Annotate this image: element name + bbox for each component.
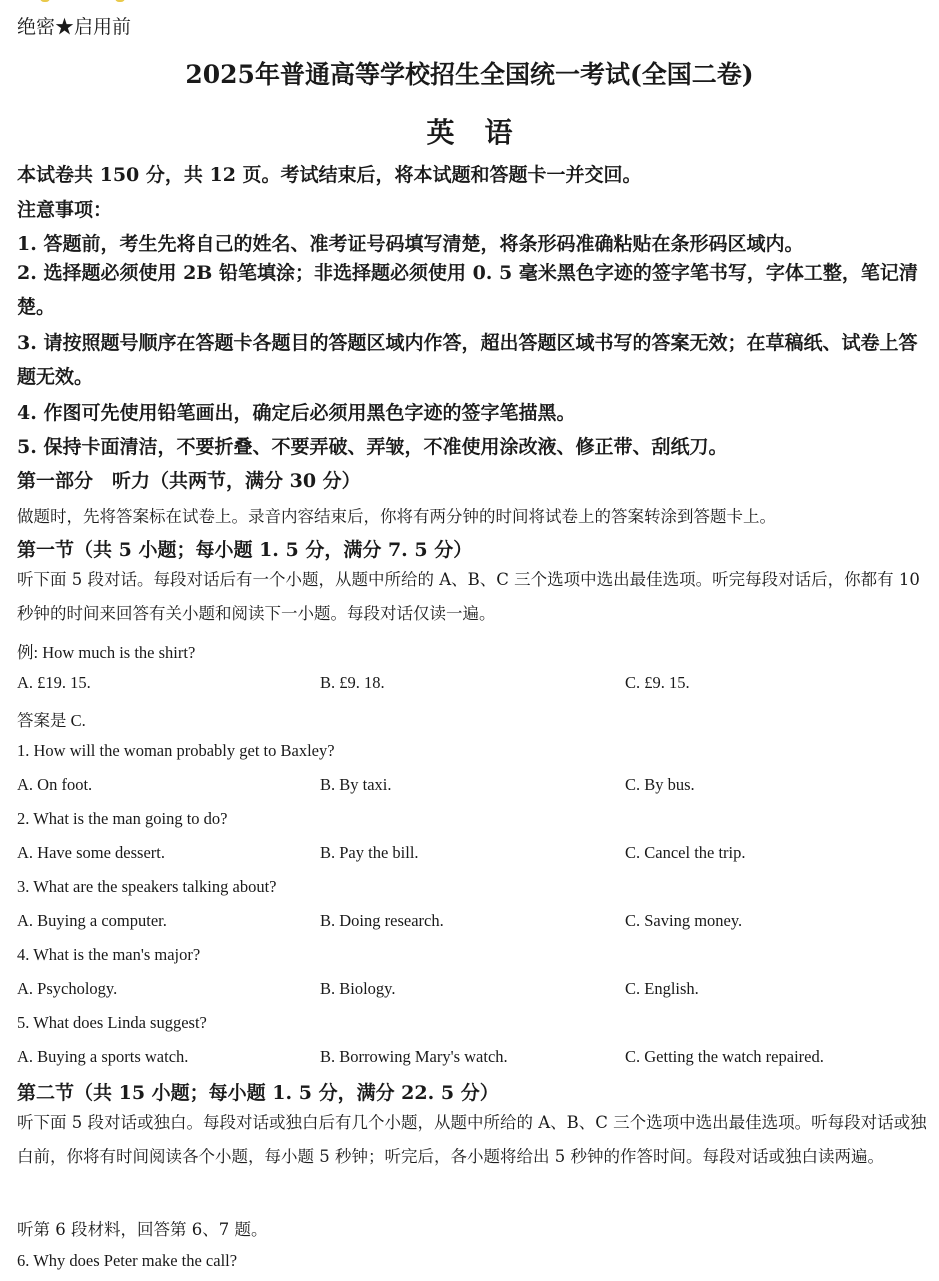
subject-title: 英语: [426, 116, 543, 149]
notice-item: 5. 保持卡面清洁，不要折叠、不要弄破、弄皱，不准使用涂改液、修正带、刮纸刀。: [17, 436, 728, 458]
notice-item: 3. 请按照题号顺序在答题卡各题目的答题区域内作答，超出答题区域书写的答案无效；在草稿纸、试卷上答题无效。: [17, 332, 918, 388]
section2-heading: 第二节（共 15 小题；每小题 1. 5 分，满分 22. 5 分）: [17, 1082, 499, 1104]
option-a: A. £19. 15.: [17, 673, 91, 692]
option-b: B. £9. 18.: [320, 673, 385, 692]
option-c: C. English.: [625, 979, 699, 998]
option-b: B. Biology.: [320, 979, 396, 998]
notice-item: 4. 作图可先使用铅笔画出，确定后必须用黑色字迹的签字笔描黑。: [17, 402, 576, 424]
option-a: A. On foot.: [17, 775, 93, 794]
question-2: 2. What is the man going to do?: [17, 809, 228, 828]
question-4: 4. What is the man's major?: [17, 945, 201, 964]
section2-instruction: 听下面 5 段对话或独白。每段对话或独白后有几个小题，从题中所给的 A、B、C 三个选项中选出最佳选项。听每段对话或独白前，你将有时间阅读各个小题，每小题 5 秒钟；听完后，各小题将给出 5 秒钟的作答时间。每段对话或独白读两遍。: [17, 1113, 927, 1166]
question-3-options: [17, 911, 929, 933]
section1-heading: 第一节（共 5 小题；每小题 1. 5 分，满分 7. 5 分）: [17, 539, 473, 561]
color-mark: [115, 0, 125, 2]
question-5-options: [17, 1047, 929, 1069]
question-5: 5. What does Linda suggest?: [17, 1013, 207, 1032]
question-4-options: [17, 979, 929, 1001]
option-a: A. Have some dessert.: [17, 843, 166, 862]
question-2-options: [17, 843, 929, 865]
option-a: A. Psychology.: [17, 979, 118, 998]
example-options: [17, 673, 929, 695]
notice-item: 2. 选择题必须使用 2B 铅笔填涂；非选择题必须使用 0. 5 毫米黑色字迹的签字笔书写，字体工整，笔记清楚。: [17, 262, 918, 318]
option-c: C. Saving money.: [625, 911, 743, 930]
part1-heading: 第一部分 听力（共两节，满分 30 分）: [17, 470, 361, 492]
material-instruction: 听第 6 段材料，回答第 6、7 题。: [17, 1220, 268, 1239]
option-b: B. Pay the bill.: [320, 843, 419, 862]
notice-item: 1. 答题前，考生先将自己的姓名、准考证号码填写清楚，将条形码准确粘贴在条形码区域内。: [17, 233, 804, 255]
option-b: B. Borrowing Mary's watch.: [320, 1047, 508, 1066]
part1-instruction: 做题时，先将答案标在试卷上。录音内容结束后，你将有两分钟的时间将试卷上的答案转涂到答题卡上。: [17, 507, 776, 526]
example-question: 例: How much is the shirt?: [17, 643, 196, 662]
question-1-options: [17, 775, 929, 797]
option-b: B. Doing research.: [320, 911, 444, 930]
question-1: 1. How will the woman probably get to Baxley?: [17, 741, 335, 760]
option-c: C. Getting the watch repaired.: [625, 1047, 824, 1066]
example-answer: 答案是 C.: [17, 711, 86, 730]
option-c: C. By bus.: [625, 775, 695, 794]
color-mark: [40, 0, 50, 2]
option-a: A. Buying a computer.: [17, 911, 167, 930]
notice-heading: 注意事项：: [17, 199, 113, 221]
option-a: A. Buying a sports watch.: [17, 1047, 189, 1066]
intro-line: 本试卷共 150 分，共 12 页。考试结束后，将本试题和答题卡一并交回。: [17, 164, 642, 186]
question-3: 3. What are the speakers talking about?: [17, 877, 277, 896]
option-c: C. £9. 15.: [625, 673, 690, 692]
exam-title: 2025年普通高等学校招生全国统一考试(全国二卷): [185, 60, 754, 89]
section1-instruction: 听下面 5 段对话。每段对话后有一个小题，从题中所给的 A、B、C 三个选项中选出最佳选项。听完每段对话后，你都有 10 秒钟的时间来回答有关小题和阅读下一小题。每段对话仅读一遍。: [17, 570, 920, 623]
option-b: B. By taxi.: [320, 775, 392, 794]
question-6: 6. Why does Peter make the call?: [17, 1251, 238, 1270]
option-c: C. Cancel the trip.: [625, 843, 746, 862]
secret-label: 绝密★启用前: [17, 16, 132, 38]
